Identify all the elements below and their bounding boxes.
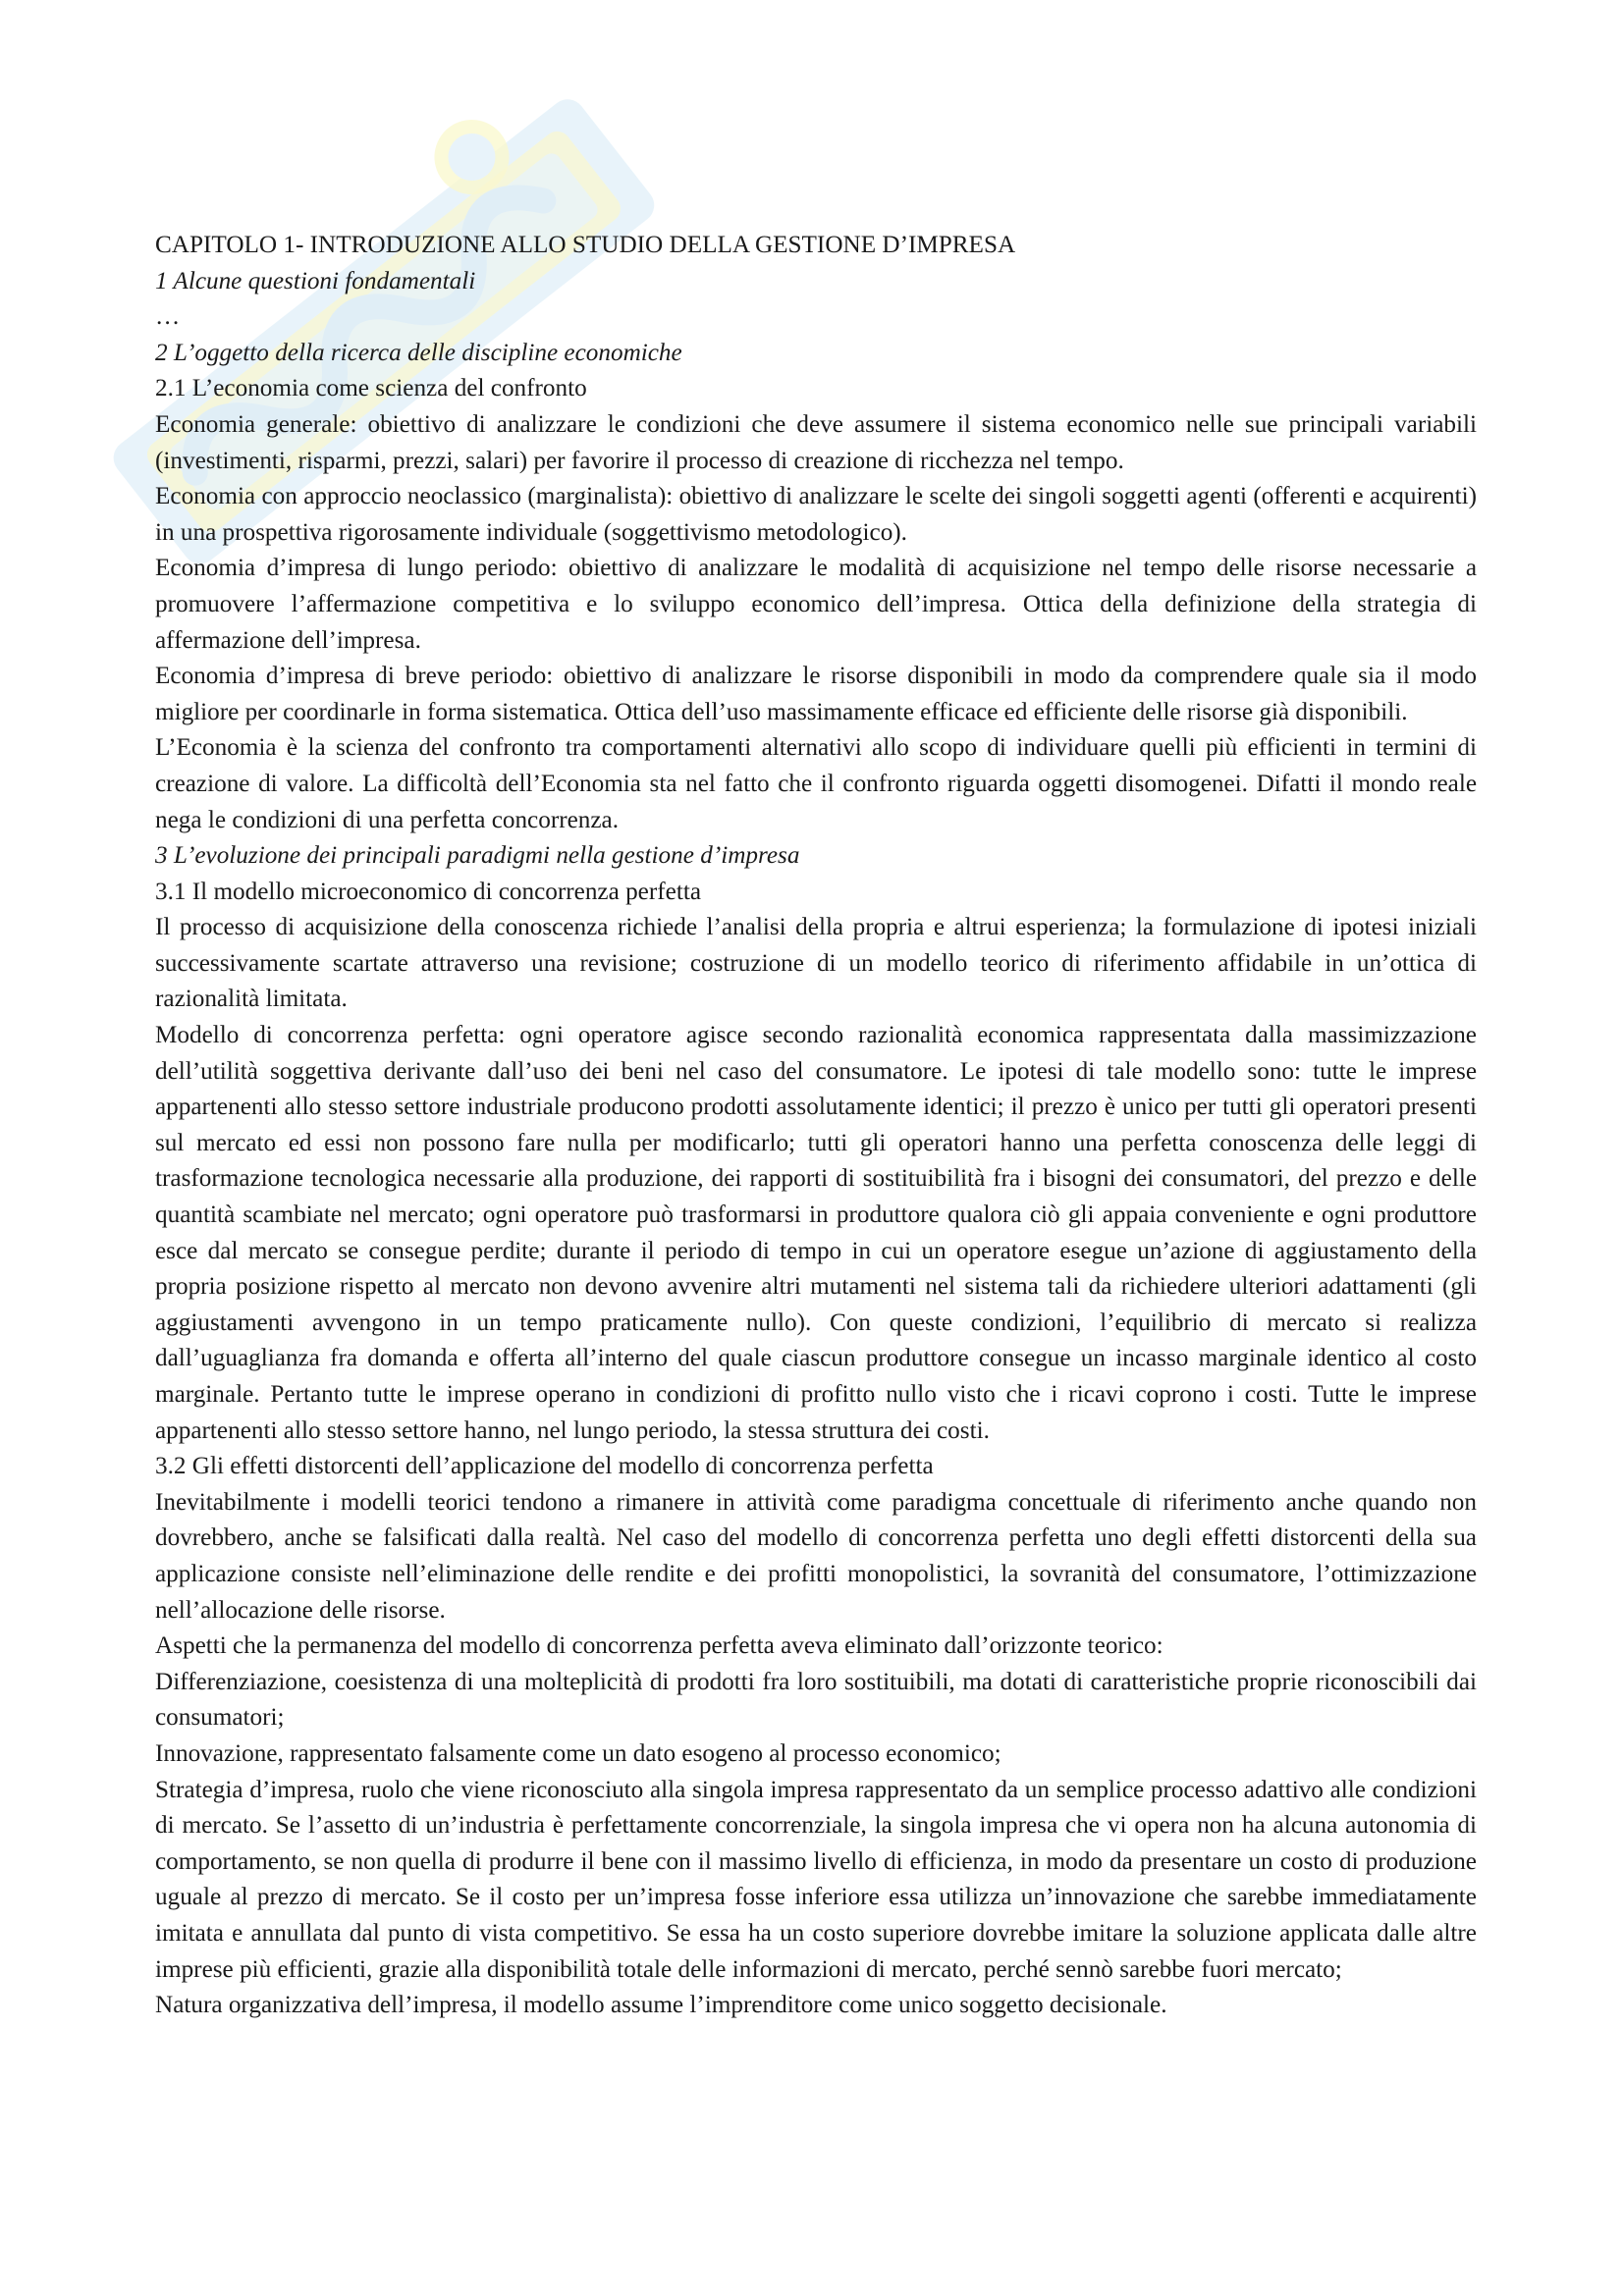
paragraph: Economia con approccio neoclassico (marginalista): obiettivo di analizzare le scelte dei singoli soggetti agenti (offerenti e acquirenti) in una prospettiva rigorosamente individuale (soggettivismo metodologico). (155, 483, 1477, 546)
paragraph: L’Economia è la scienza del confronto tra comportamenti alternativi allo scopo di individuare quelli più efficienti in termini di creazione di valore. La difficoltà dell’Economia sta nel fatto che il confronto riguarda oggetti disomogenei. Difatti il mondo reale nega le condizioni di una perfetta concorrenza. (155, 734, 1477, 833)
section-3-title: 3 L’evoluzione dei principali paradigmi nella gestione d’impresa (155, 842, 800, 870)
section-3-1-title: 3.1 Il modello microeconomico di concorrenza perfetta (155, 878, 701, 905)
ellipsis: … (155, 303, 181, 331)
paragraph: Inevitabilmente i modelli teorici tendono a rimanere in attività come paradigma concettuale di riferimento anche quando non dovrebbero, anche se falsificati dalla realtà. Nel caso del modello di concorrenza perfetta uno degli effetti distorcenti della sua applicazione consiste nell’eliminazione delle rendite e dei profitti monopolistici, la sovranità del consumatore, l’ottimizzazione nell’allocazione delle risorse. (155, 1488, 1477, 1624)
list-item: Natura organizzativa dell’impresa, il modello assume l’imprenditore come unico soggetto decisionale. (155, 1992, 1167, 2019)
chapter-title: CAPITOLO 1- INTRODUZIONE ALLO STUDIO DELLA GESTIONE D’IMPRESA (155, 232, 1016, 258)
section-2-title: 2 L’oggetto della ricerca delle discipline economiche (155, 339, 682, 366)
section-3-2-title: 3.2 Gli effetti distorcenti dell’applicazione del modello di concorrenza perfetta (155, 1453, 934, 1480)
aspects-list (155, 1665, 1477, 2024)
paragraph: Modello di concorrenza perfetta: ogni operatore agisce secondo razionalità economica rappresentata dalla massimizzazione dell’utilità soggettiva derivante dall’uso dei beni nel caso del consumatore. Le ipotesi di tale modello sono: tutte le imprese appartenenti allo stesso settore industriale producono prodotti assolutamente identici; il prezzo è unico per tutti gli operatori presenti sul mercato ed essi non possono fare nulla per modificarlo; tutti gli operatori hanno una perfetta conoscenza delle leggi di trasformazione tecnologica necessarie alla produzione, dei rapporti di sostituibilità fra i bisogni dei consumatori, del prezzo e delle quantità scambiate nel mercato; ogni operatore può trasformarsi in produttore qualora ciò gli appaia conveniente e ogni produttore esce dal mercato se consegue perdite; durante il periodo di tempo in cui un operatore esegue un’azione di aggiustamento della propria posizione rispetto al mercato non devono avvenire altri mutamenti nel sistema tali da richiedere ulteriori adattamenti (gli aggiustamenti avvengono in un tempo praticamente nullo). Con queste condizioni, l’equilibrio di mercato si realizza dall’uguaglianza fra domanda e offerta all’interno del quale ciascun produttore consegue un incasso marginale identico al costo marginale. Pertanto tutte le imprese operano in condizioni di profitto nullo visto che i ricavi coprono i costi. Tutte le imprese appartenenti allo stesso settore hanno, nel lungo periodo, la stessa struttura dei costi. (155, 1022, 1477, 1444)
document-body (155, 228, 1477, 2024)
list-item: Innovazione, rappresentato falsamente come un dato esogeno al processo economico; (155, 1739, 1001, 1767)
paragraph: Il processo di acquisizione della conoscenza richiede l’analisi della propria e altrui esperienza; la formulazione di ipotesi iniziali successivamente scartate attraverso una revisione; costruzione di un modello teorico di riferimento affidabile in un’ottica di razionalità limitata. (155, 914, 1477, 1013)
paragraph: Economia generale: obiettivo di analizzare le condizioni che deve assumere il sistema economico nelle sue principali variabili (investimenti, risparmi, prezzi, salari) per favorire il processo di creazione di ricchezza nel tempo. (155, 410, 1477, 474)
paragraph: Economia d’impresa di lungo periodo: obiettivo di analizzare le modalità di acquisizione nel tempo delle risorse necessarie a promuovere l’affermazione competitiva e lo sviluppo economico dell’impresa. Ottica della definizione della strategia di affermazione dell’impresa. (155, 555, 1477, 654)
section-1-title: 1 Alcune questioni fondamentali (155, 267, 476, 294)
section-2-1-title: 2.1 L’economia come scienza del confronto (155, 375, 587, 402)
paragraph: Economia d’impresa di breve periodo: obiettivo di analizzare le risorse disponibili in modo da comprendere quale sia il modo migliore per coordinarle in forma sistematica. Ottica dell’uso massimamente efficace ed efficiente delle risorse già disponibili. (155, 663, 1477, 725)
paragraph: Aspetti che la permanenza del modello di concorrenza perfetta aveva eliminato dall’orizzonte teorico: (155, 1632, 1163, 1660)
list-item: Differenziazione, coesistenza di una molteplicità di prodotti fra loro sostituibili, ma dotati di caratteristiche proprie riconoscibili dai consumatori; (155, 1668, 1477, 1732)
list-item: Strategia d’impresa, ruolo che viene riconosciuto alla singola impresa rappresentato da un semplice processo adattivo alle condizioni di mercato. Se l’assetto di un’industria è perfettamente concorrenziale, la singola impresa che vi opera non ha alcuna autonomia di comportamento, se non quella di produrre il bene con il massimo livello di efficienza, in modo da presentare un costo di produzione uguale al prezzo di mercato. Se il costo per un’impresa fosse inferiore essa utilizza un’innovazione che sarebbe immediatamente imitata e annullata dal punto di vista competitivo. Se essa ha un costo superiore dovrebbe imitare la soluzione applicata dalle altre imprese più efficienti, grazie alla disponibilità totale delle informazioni di mercato, perché sennò sarebbe fuori mercato; (155, 1776, 1477, 1983)
